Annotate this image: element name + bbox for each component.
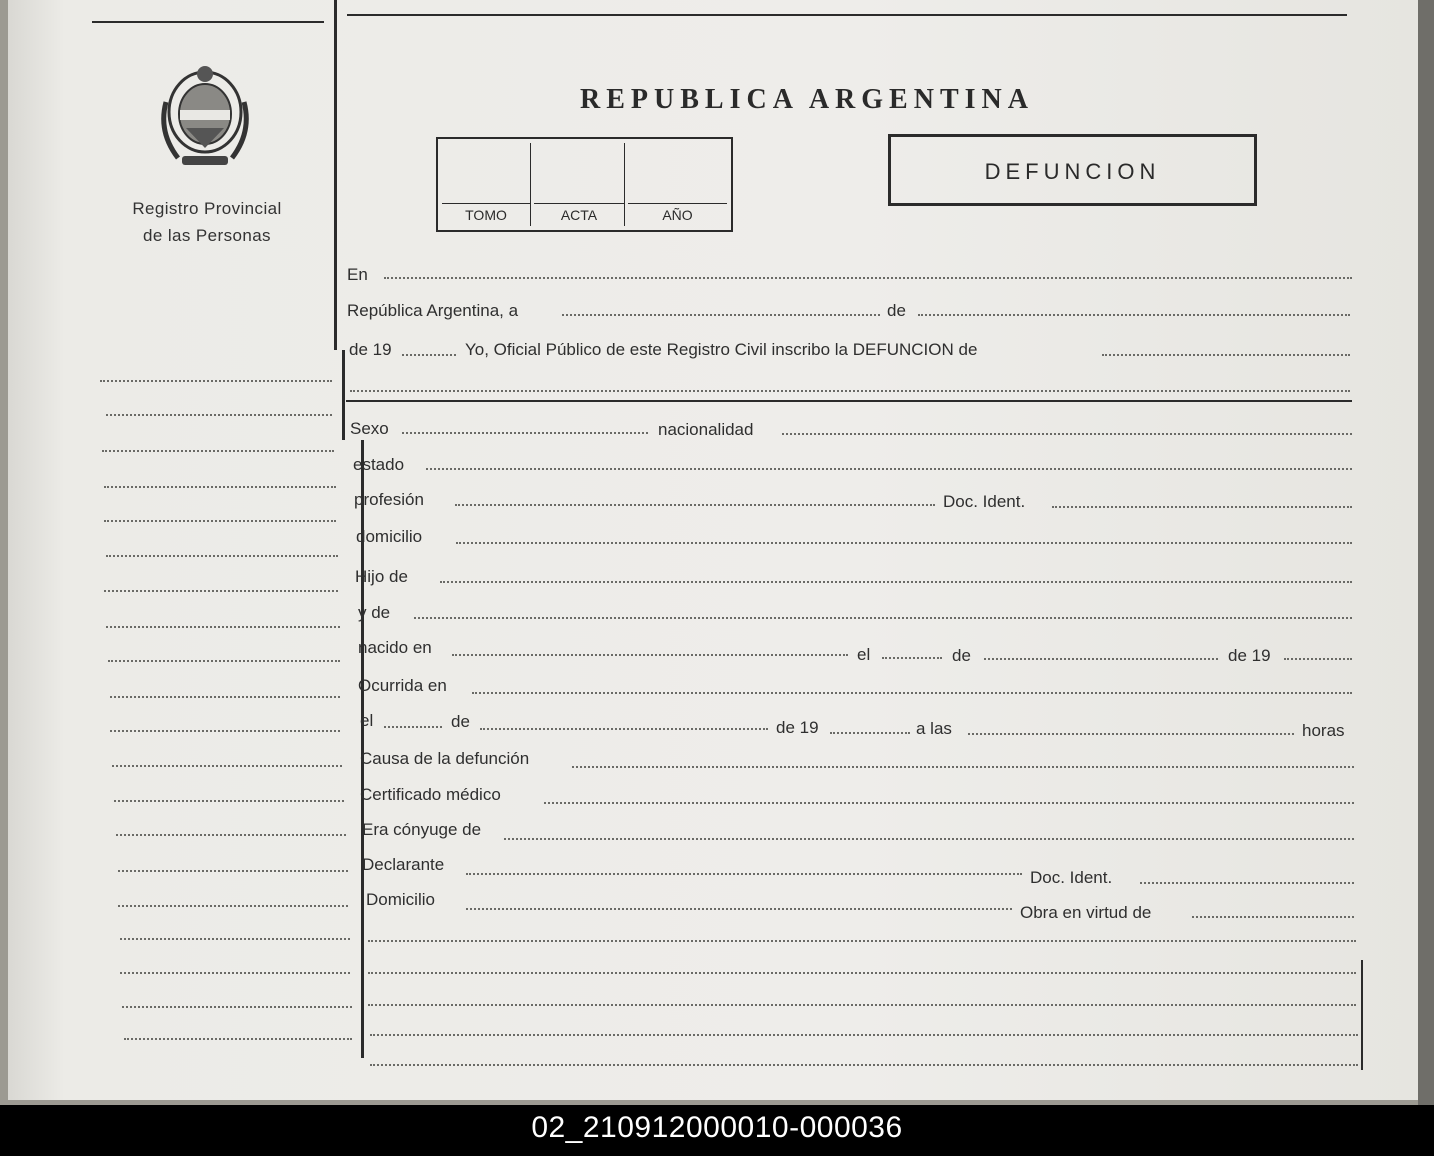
record-type-label: DEFUNCION (984, 159, 1161, 184)
label-conyuge: Era cónyuge de (362, 820, 482, 839)
acta-header: ACTA (534, 203, 624, 226)
field-deceased-name-cont[interactable] (350, 390, 1350, 392)
field-death-place[interactable] (472, 692, 1352, 694)
tomo-header: TOMO (442, 203, 530, 226)
form-top-rule (347, 14, 1347, 16)
field-year[interactable] (402, 354, 456, 356)
stub-top-rule (92, 21, 324, 23)
label-doc-ident: Doc. Ident. (943, 492, 1026, 511)
stub-line (108, 660, 340, 662)
caption-bar (0, 1105, 1434, 1156)
field-domicilio-declarante[interactable] (466, 908, 1012, 910)
label-de19: de 19 (349, 340, 392, 359)
label-sexo: Sexo (350, 419, 389, 438)
label-el-death: el (360, 711, 374, 730)
ano-cell[interactable] (628, 143, 727, 226)
label-republica: República Argentina, a (347, 301, 519, 320)
register-box[interactable] (436, 137, 733, 232)
label-obra: Obra en virtud de (1020, 903, 1152, 922)
stub-line (120, 938, 350, 940)
field-death-time[interactable] (968, 733, 1294, 735)
field-en[interactable] (384, 277, 1352, 279)
label-en: En (347, 265, 368, 284)
label-y-de: y de (358, 603, 391, 622)
field-day[interactable] (562, 314, 880, 316)
field-notes-line[interactable] (368, 1004, 1356, 1006)
stub-line (118, 870, 348, 872)
field-conyuge[interactable] (504, 838, 1354, 840)
label-horas: horas (1302, 721, 1345, 740)
form-right-border (1361, 960, 1363, 1070)
field-death-month[interactable] (480, 728, 768, 730)
label-hijo-de: Hijo de (355, 567, 408, 586)
label-de19-death: de 19 (776, 718, 819, 737)
stub-divider-mid (342, 350, 345, 440)
stub-line (104, 520, 336, 522)
image-id-caption: 02_210912000010-000036 (531, 1111, 903, 1144)
institution-name-line1: Registro Provincial (132, 199, 282, 218)
stub-line (114, 800, 344, 802)
institution-name-line2: de las Personas (143, 226, 271, 245)
field-birth-month[interactable] (984, 658, 1218, 660)
field-domicilio[interactable] (456, 542, 1352, 544)
stub-line (110, 696, 340, 698)
coat-of-arms-icon (156, 62, 254, 170)
field-notes-line[interactable] (370, 1034, 1358, 1036)
ano-header: AÑO (628, 203, 727, 226)
field-causa[interactable] (572, 766, 1354, 768)
field-profesion[interactable] (455, 504, 935, 506)
label-causa: Causa de la defunción (360, 749, 530, 768)
field-nacionalidad[interactable] (782, 433, 1352, 435)
label-de-death: de (451, 712, 470, 731)
field-notes-line[interactable] (370, 1064, 1358, 1066)
label-nacionalidad: nacionalidad (658, 420, 754, 439)
label-doc-ident-declarante: Doc. Ident. (1030, 868, 1113, 887)
field-certificado[interactable] (544, 802, 1354, 804)
stub-line (104, 590, 338, 592)
stub-line (112, 765, 342, 767)
label-el-birth: el (857, 645, 871, 664)
field-declarante[interactable] (466, 873, 1022, 875)
field-death-day[interactable] (384, 726, 442, 728)
stub-line (118, 905, 348, 907)
stub-line (122, 1006, 352, 1008)
label-declarante: Declarante (362, 855, 445, 874)
field-sexo[interactable] (402, 432, 648, 434)
label-certificado: Certificado médico (360, 785, 501, 804)
field-doc-ident-declarante[interactable] (1140, 882, 1354, 884)
field-deceased-name[interactable] (1102, 354, 1350, 356)
stub-line (102, 450, 334, 452)
field-notes-line[interactable] (368, 940, 1356, 942)
stub-line (110, 730, 340, 732)
stub-line (124, 1038, 352, 1040)
label-domicilio-declarante: Domicilio (366, 890, 435, 909)
form-title: REPUBLICA ARGENTINA (580, 84, 1034, 115)
field-birth-day[interactable] (882, 657, 942, 659)
stub-line (106, 414, 332, 416)
field-obra[interactable] (1192, 916, 1354, 918)
stub-line (100, 380, 332, 382)
stub-line (120, 972, 350, 974)
stub-divider-upper (334, 0, 337, 350)
stub-line (106, 555, 338, 557)
label-domicilio: domicilio (356, 527, 423, 546)
stub-line (106, 626, 340, 628)
label-nacido-en: nacido en (358, 638, 432, 657)
label-ocurrida-en: Ocurrida en (358, 676, 447, 695)
field-birth-year[interactable] (1284, 658, 1352, 660)
field-doc-ident[interactable] (1052, 506, 1352, 508)
field-mother[interactable] (414, 617, 1352, 619)
stub-line (116, 834, 346, 836)
field-birthplace[interactable] (452, 654, 848, 656)
field-death-year[interactable] (830, 732, 910, 734)
label-de-month: de (887, 301, 906, 320)
label-profesion: profesión (354, 490, 424, 509)
record-type-box (888, 134, 1257, 206)
label-de19-birth: de 19 (1228, 646, 1271, 665)
acta-cell[interactable] (534, 143, 625, 226)
label-inscribo: Yo, Oficial Público de este Registro Civil inscribo la DEFUNCION de (465, 340, 978, 359)
field-father[interactable] (440, 581, 1352, 583)
label-a-las: a las (916, 719, 952, 738)
label-estado: estado (353, 455, 405, 474)
field-month[interactable] (918, 314, 1350, 316)
stub-line (104, 486, 336, 488)
field-estado[interactable] (426, 468, 1352, 470)
book-edge (1418, 0, 1434, 1105)
section-rule (346, 400, 1352, 402)
label-de-birth: de (952, 646, 971, 665)
tomo-cell[interactable] (442, 143, 531, 226)
field-notes-line[interactable] (368, 972, 1356, 974)
